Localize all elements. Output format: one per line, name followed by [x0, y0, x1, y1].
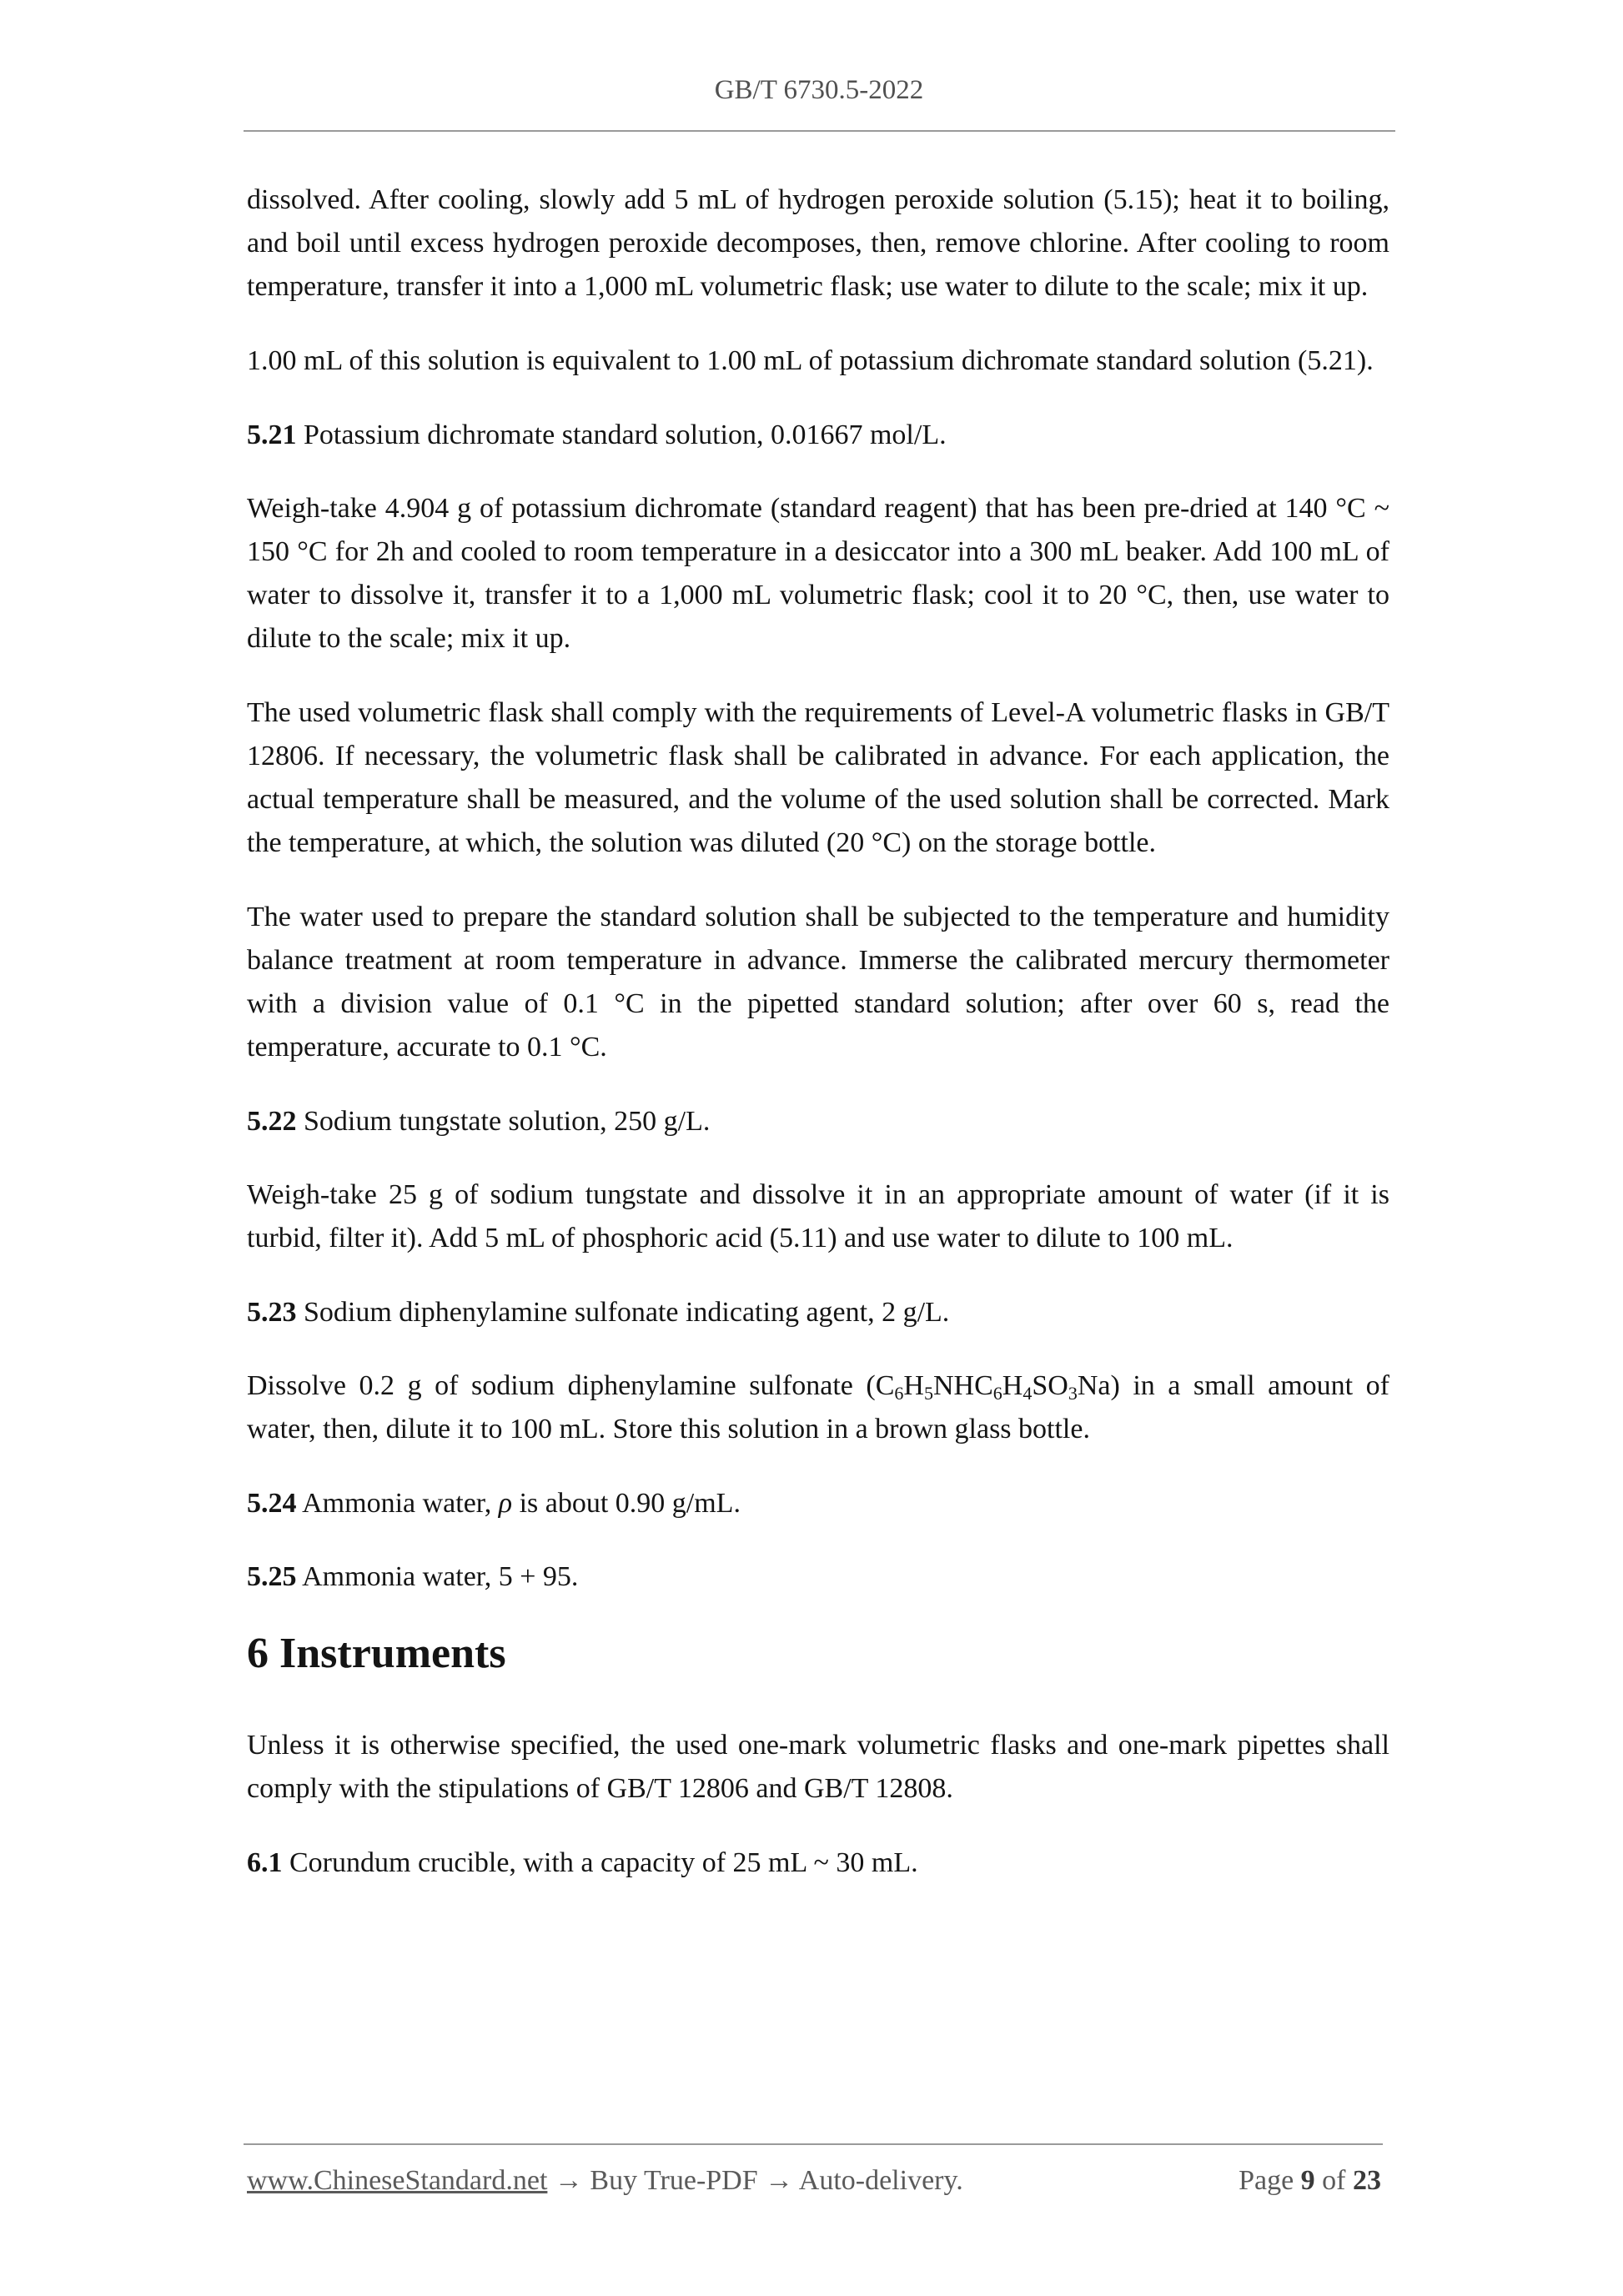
clause-number: 5.22: [247, 1106, 297, 1137]
formula-run: H: [1002, 1370, 1023, 1401]
of-label: of: [1314, 2165, 1353, 2196]
paragraph-weigh-tungstate: Weigh-take 25 g of sodium tungstate and dissolve it in an appropriate amount of water (if it is turbid, filter it). Add 5 mL of phosphoric acid (5.11) and use water to dilute to 100 mL.: [247, 1179, 1389, 1254]
website-link[interactable]: www.ChineseStandard.net: [247, 2165, 548, 2196]
subscript: 6: [992, 1383, 1002, 1404]
clause-text: is about 0.90 g/mL.: [512, 1488, 741, 1519]
clause-text: Ammonia water,: [296, 1488, 499, 1519]
subscript: 3: [1068, 1383, 1078, 1404]
clause-number: 6.1: [247, 1847, 283, 1878]
formula-run: NHC: [932, 1370, 993, 1401]
buy-pdf-text: Buy True-PDF: [590, 2165, 758, 2196]
paragraph-volumetric-flask: The used volumetric flask shall comply with the requirements of Level-A volumetric flasks in GB/T 12806. If necessary, the volumetric flask shall be calibrated in advance. For each application, the actual temperature shall be measured, and the volume of the used solution shall be corrected. Mark the temperature, at which, the solution was diluted (20 °C) on the storage bottle.: [247, 697, 1389, 858]
clause-number: 5.21: [247, 420, 297, 450]
page-content: [247, 178, 1389, 1915]
subscript: 5: [923, 1383, 933, 1404]
clause-text: Ammonia water, 5 + 95.: [296, 1561, 579, 1592]
clause-text: Potassium dichromate standard solution, 0.01667 mol/L.: [296, 420, 947, 450]
clause-text: Corundum crucible, with a capacity of 25 mL ~ 30 mL.: [282, 1847, 918, 1878]
page-number: 9: [1300, 2165, 1315, 2196]
text-run: Na) in a small amount of water, then, dilute it to 100 mL. Store this solution in a brown glass bottle.: [247, 1370, 1389, 1444]
clause-text: Sodium tungstate solution, 250 g/L.: [296, 1106, 711, 1137]
text-run: Dissolve 0.2 g of sodium diphenylamine sulfonate (C: [247, 1370, 895, 1401]
clause-5-21: [247, 414, 1389, 457]
arrow-right-icon: →: [547, 2165, 590, 2196]
rho-symbol: ρ: [498, 1488, 513, 1519]
clause-5-25: [247, 1555, 1389, 1599]
clause-text: Sodium diphenylamine sulfonate indicating agent, 2 g/L.: [296, 1297, 950, 1328]
page-label: Page: [1239, 2165, 1301, 2196]
arrow-right-icon: →: [757, 2165, 799, 2196]
paragraph-water-temperature: The water used to prepare the standard solution shall be subjected to the temperature and humidity balance treatment at room temperature in advance. Immerse the calibrated mercury thermometer with a division value of 0.1 °C in the pipetted standard solution; after over 60 s, read the temperature, accurate to 0.1 °C.: [247, 902, 1389, 1063]
page-counter: [1239, 2165, 1381, 2197]
auto-delivery-text: Auto-delivery.: [798, 2165, 963, 2196]
clause-5-22: [247, 1100, 1389, 1143]
paragraph-weigh-dichromate: Weigh-take 4.904 g of potassium dichromate (standard reagent) that has been pre-dried at 140 °C ~ 150 °C for 2h and cooled to room temperature in a desiccator into a 300 mL beaker. Add 100 mL of water to dissolve it, transfer it to a 1,000 mL volumetric flask; cool it to 20 °C, then, use water to dilute to the scale; mix it up.: [247, 493, 1389, 654]
paragraph-dissolved: dissolved. After cooling, slowly add 5 mL of hydrogen peroxide solution (5.15); heat it to boiling, and boil until excess hydrogen peroxide decomposes, then, remove chlorine. After cooling to room temperature, transfer it into a 1,000 mL volumetric flask; use water to dilute to the scale; mix it up.: [247, 184, 1389, 302]
document-header: GB/T 6730.5-2022: [714, 75, 924, 105]
paragraph-equivalence: 1.00 mL of this solution is equivalent to 1.00 mL of potassium dichromate standard solution (5.21).: [247, 345, 1374, 376]
clause-number: 5.25: [247, 1561, 297, 1592]
header-rule: [244, 130, 1395, 132]
subscript: 4: [1023, 1383, 1033, 1404]
section-heading-instruments: 6 Instruments: [247, 1630, 506, 1677]
page-total: 23: [1353, 2165, 1381, 2196]
clause-6-1: [247, 1841, 1389, 1885]
clause-number: 5.24: [247, 1488, 297, 1519]
formula-run: SO: [1032, 1370, 1068, 1401]
subscript: 6: [894, 1383, 904, 1404]
clause-5-23: [247, 1291, 1389, 1334]
clause-5-24: [247, 1482, 1389, 1525]
clause-number: 5.23: [247, 1297, 297, 1328]
paragraph-instruments-intro: Unless it is otherwise specified, the used one-mark volumetric flasks and one-mark pipettes shall comply with the stipulations of GB/T 12806 and GB/T 12808.: [247, 1730, 1389, 1804]
footer-promo: [247, 2165, 963, 2197]
formula-run: H: [903, 1370, 924, 1401]
paragraph-dissolve-indicator: [247, 1364, 1389, 1451]
footer-rule: [244, 2143, 1383, 2145]
